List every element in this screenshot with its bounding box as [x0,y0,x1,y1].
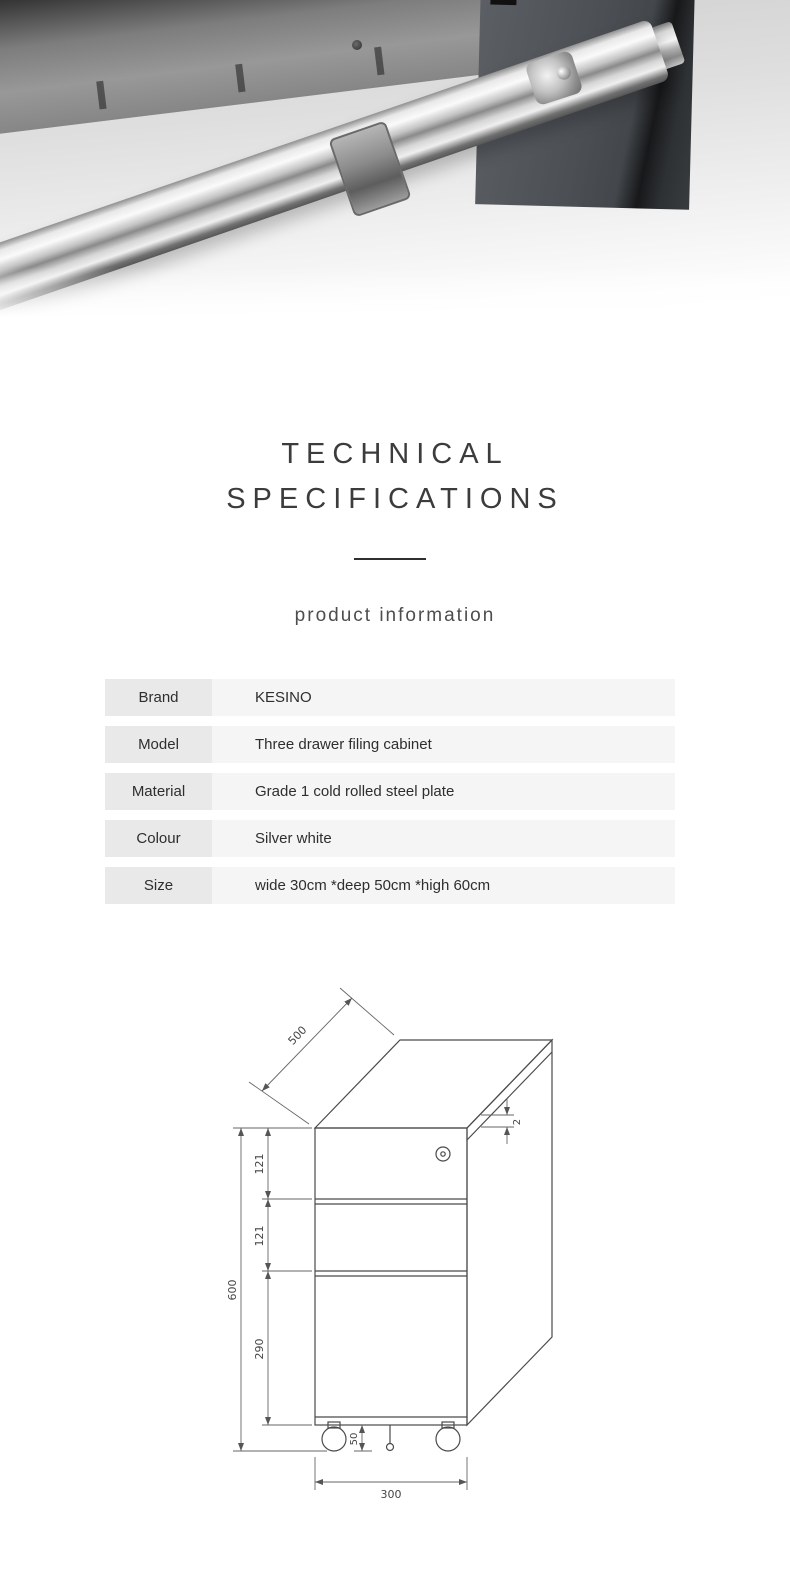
spec-label: Colour [105,820,212,857]
title-divider [354,558,426,560]
spec-value: Three drawer filing cabinet [212,726,675,763]
panel-slot [235,64,245,93]
cabinet-outline [315,1040,552,1451]
cabinet-dimension-drawing [0,970,790,1530]
spec-row-size [105,867,675,904]
spec-value: wide 30cm *deep 50cm *high 60cm [212,867,675,904]
dim-top-thickness: 2 [512,1118,523,1126]
spec-value: Grade 1 cold rolled steel plate [212,773,675,810]
dim-caster-height: 50 [349,1432,360,1446]
lock-keyhole-icon [441,1152,445,1156]
dim-drawer-top: 121 [253,1153,266,1175]
dim-total-height: 600 [226,1279,239,1301]
section-subtitle: product information [294,605,496,626]
spec-row-material [105,773,675,810]
spec-label: Material [105,773,212,810]
spec-row-model [105,726,675,763]
product-photo [0,0,790,322]
caster-wheel-left [322,1427,346,1451]
dimension-lines [233,988,514,1490]
spec-label: Size [105,867,212,904]
dim-drawer-bottom: 290 [253,1338,266,1360]
vent-slot [490,0,516,5]
section-title-line2: SPECIFICATIONS [226,483,564,515]
spec-label: Brand [105,679,212,716]
dim-width: 300 [380,1488,402,1501]
panel-slot [374,47,384,76]
screw-hole [352,40,362,50]
panel-slot [96,81,106,110]
section-title [0,432,790,522]
spec-row-colour [105,820,675,857]
spec-value: Silver white [212,820,675,857]
section-title-line1: TECHNICAL [281,438,509,470]
dim-depth: 500 [285,1023,310,1048]
spec-table [105,679,675,914]
dim-drawer-middle: 121 [253,1225,266,1247]
lock-icon [436,1147,450,1161]
spec-value: KESINO [212,679,675,716]
caster-wheel-right [436,1427,460,1451]
spec-row-brand [105,679,675,716]
dimension-labels [226,1024,523,1501]
spec-label: Model [105,726,212,763]
photo-fade [0,267,790,322]
